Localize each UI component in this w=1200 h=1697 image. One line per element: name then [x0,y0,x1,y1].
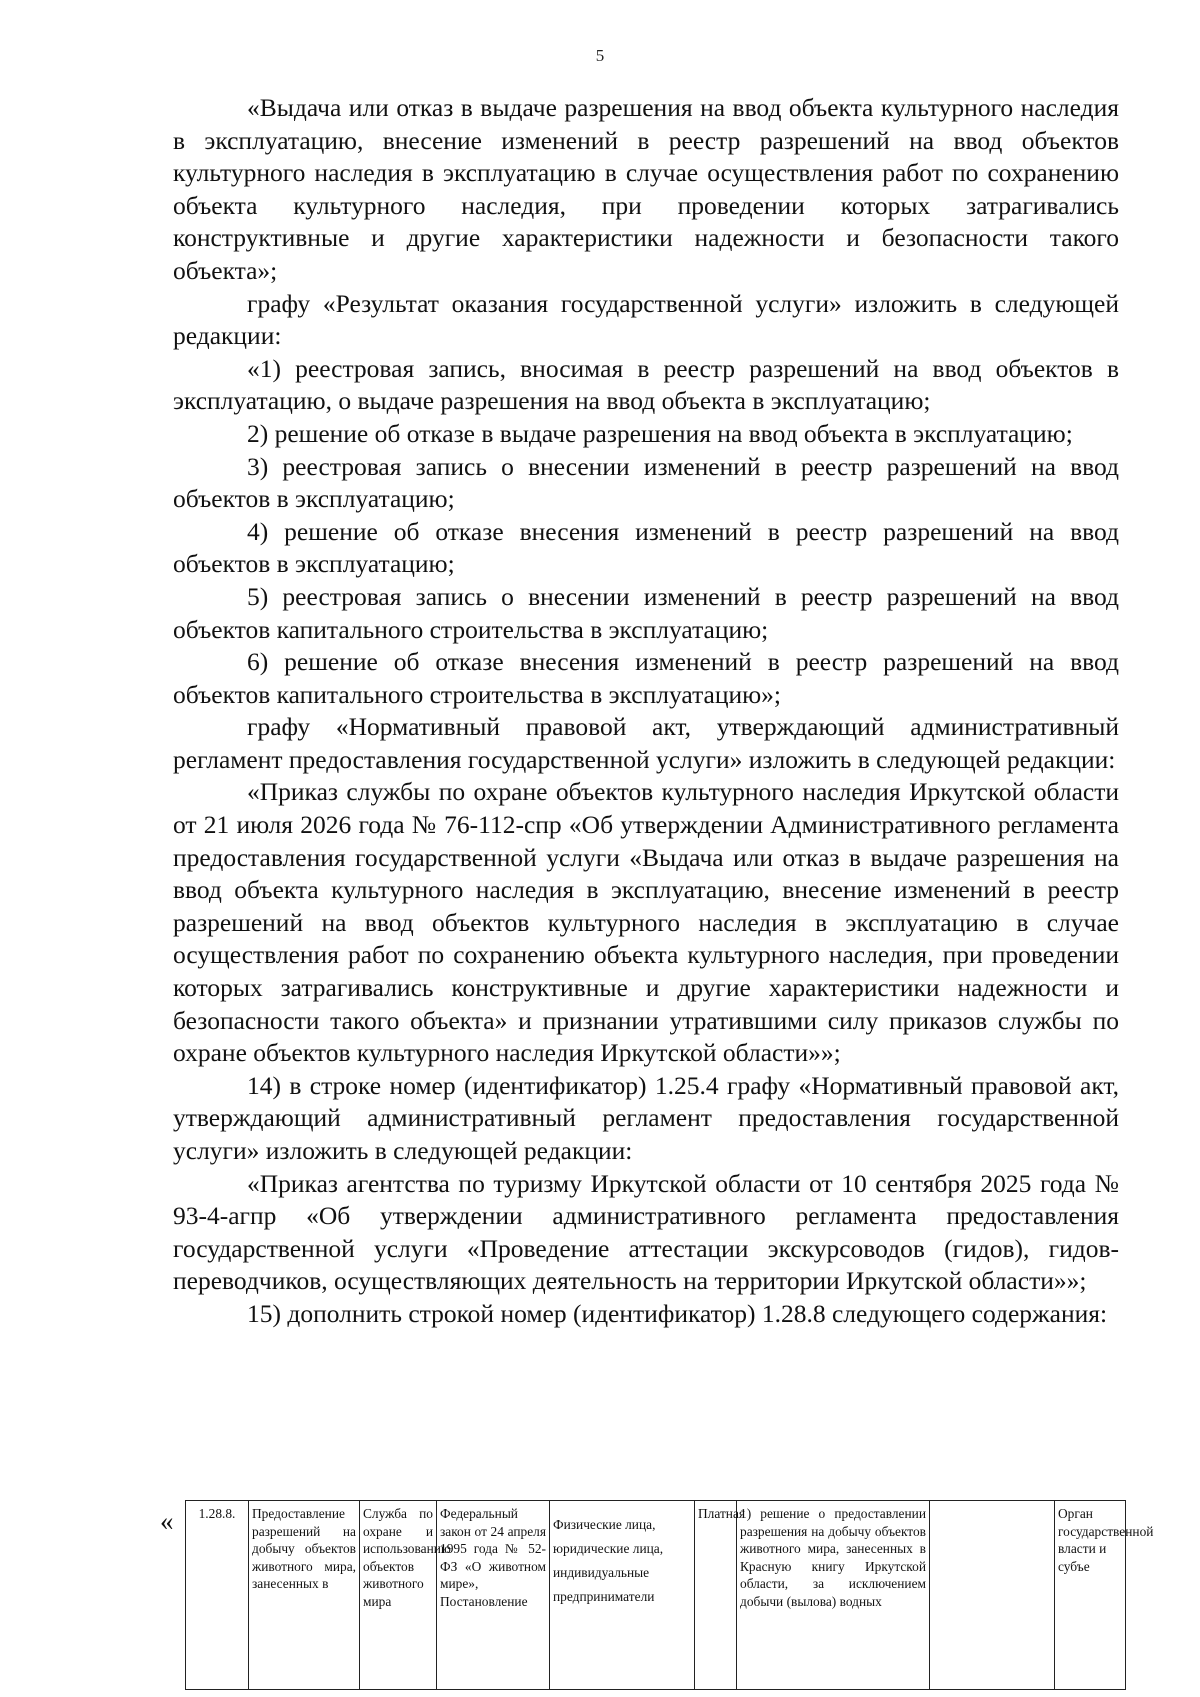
row-id-cell: 1.28.8. [186,1501,249,1690]
paragraph: графу «Нормативный правовой акт, утверждающий административный регламент предоставления государственной услуги» изложить в следующей редакции: [173,712,1119,774]
paragraph: «Приказ службы по охране объектов культурного наследия Иркутской области от 21 июля 2026 года № 76-112-спр «Об утверждении Административного регламента предоставления государственной услуги «Выдача или отказ в выдаче разрешения на ввод объекта культурного наследия в эксплуатацию, внесение изменений в реестр разрешений на ввод объектов культурного наследия в эксплуатацию в случае осуществления работ по сохранению объекта культурного наследия, при проведении которых затрагивались конструктивные и другие характеристики надежности и безопасности такого объекта» и признании утратившими силу приказов службы по охране объектов культурного наследия Иркутской области»»; [173,777,1119,1068]
authority-cell: Орган государственной власти и субъе [1055,1501,1126,1690]
paragraph: 14) в строке номер (идентификатор) 1.25.4 графу «Нормативный правовой акт, утверждающий административный регламент предоставления государственной услуги» изложить в следующей редакции: [173,1070,1119,1165]
page-number: 5 [595,46,605,65]
paragraph: «Выдача или отказ в выдаче разрешения на ввод объекта культурного наследия в эксплуатацию, внесение изменений в реестр разрешений на ввод объектов культурного наследия в эксплуатацию в случае осуществления работ по сохранению объекта культурного наследия, при проведении которых затрагивались конструктивные и другие характеристики надежности и безопасности такого объекта»; [173,93,1119,285]
paragraph: 15) дополнить строкой номер (идентификатор) 1.28.8 следующего содержания: [247,1298,1108,1328]
legal-basis-cell: Федеральный закон от 24 апреля 1995 года № 52-ФЗ «О животном мире», Постановление [437,1501,550,1690]
paragraph: «Приказ агентства по туризму Иркутской области от 10 сентября 2025 года № 93-4-агпр «Об утверждении административного регламента предоставления государственной услуги «Проведение аттестации экскурсоводов (гидов), гидов-переводчиков, осуществляющих деятельность на территории Иркутской области»»; [173,1168,1119,1296]
paragraph: 2) решение об отказе в выдаче разрешения на ввод объекта в эксплуатацию; [247,418,1073,448]
result-cell: 1) решение о предоставлении разрешения на добычу объектов животного мира, занесенных в Красную книгу Иркутской области, за исключением добычи (вылова) водных [737,1501,930,1690]
agency-cell: Служба по охране и использованию объектов животного мира [360,1501,437,1690]
table-row [186,1501,1126,1690]
paragraph: 6) решение об отказе внесения изменений в реестр разрешений на ввод объектов капитального строительства в эксплуатацию»; [173,647,1119,709]
document-body [173,92,1119,1331]
fee-cell: Платная [695,1501,737,1690]
registry-row-table [185,1500,1154,1690]
paragraph: «1) реестровая запись, вносимая в реестр разрешений на ввод объектов в эксплуатацию, о выдаче разрешения на ввод объекта в эксплуатацию; [173,353,1119,416]
paragraph: 5) реестровая запись о внесении изменений в реестр разрешений на ввод объектов капитального строительства в эксплуатацию; [173,581,1119,644]
paragraph: 3) реестровая запись о внесении изменений в реестр разрешений на ввод объектов в эксплуатацию; [173,451,1119,514]
paragraph: 4) решение об отказе внесения изменений в реестр разрешений на ввод объектов в эксплуатацию; [173,516,1119,579]
recipients-cell: Физические лица, юридические лица, индивидуальные предприниматели [550,1501,695,1690]
paragraph: графу «Результат оказания государственной услуги» изложить в следующей редакции: [173,288,1119,351]
empty-cell [930,1501,1055,1690]
service-name-cell: Предоставление разрешений на добычу объектов животного мира, занесенных в [249,1501,360,1690]
table-open-quote: « [160,1506,174,1536]
